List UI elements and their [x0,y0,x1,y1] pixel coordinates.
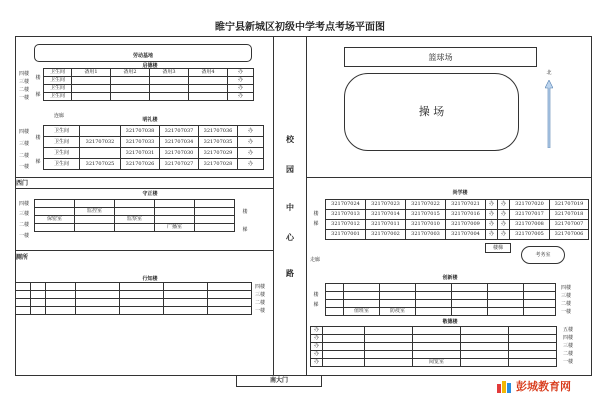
floor-label: 四楼 [18,71,29,77]
room-cell [323,335,365,343]
room-cell: 321707002 [366,230,406,240]
room-cell: 卫生间 [44,69,72,77]
room-cell [208,283,252,291]
room-cell [344,292,380,300]
room-cell: 监察室 [115,216,155,224]
room-cell: 备用4 [189,69,228,77]
west-gate-line-top [15,177,273,178]
room-cell [461,343,509,351]
corridor-connect: 连廊 [53,113,64,119]
room-cell [326,284,344,292]
shouzheng-stair-ti: 梯 [242,227,248,233]
room-cell: 办 [228,85,254,93]
room-cell: 办 [238,126,264,137]
room-cell: 保密室 [35,216,75,224]
room-cell [75,200,115,208]
room-cell [72,85,111,93]
floor-label: 三楼 [562,343,573,349]
floor-label: 三楼 [18,79,29,85]
room-cell: 321707029 [199,148,238,159]
room-cell [115,200,155,208]
playground-label: 操 场 [418,105,445,118]
room-cell: 办 [311,335,323,343]
room-cell: 办 [228,69,254,77]
room-cell [323,327,365,335]
room-cell: 321707017 [510,210,550,220]
room-cell [326,308,344,316]
floor-label: 二楼 [560,301,571,307]
room-cell [461,335,509,343]
road-char: 校 [286,134,294,144]
room-cell [76,299,120,307]
room-cell [452,292,488,300]
room-cell [46,299,76,307]
room-cell [380,292,416,300]
room-cell: 321707004 [446,230,486,240]
room-cell [120,283,164,291]
room-cell [344,300,380,308]
room-cell [72,93,111,101]
room-cell [150,77,189,85]
room-cell: 监控室 [75,208,115,216]
room-cell [195,200,235,208]
room-cell [164,299,208,307]
room-cell: 321707013 [326,210,366,220]
basketball-label: 篮球场 [428,53,453,62]
room-cell [31,307,46,315]
room-cell: 321707026 [121,159,160,170]
room-cell: 321707022 [406,200,446,210]
room-cell [323,359,365,367]
room-cell [509,359,557,367]
room-cell [524,284,556,292]
shouzheng-stair-lou: 楼 [242,209,248,215]
floor-label: 一楼 [18,233,29,239]
room-cell [80,126,121,137]
room-cell: 办 [498,200,510,210]
room-cell [416,300,452,308]
floor-label: 三楼 [560,293,571,299]
room-cell: 321707021 [446,200,486,210]
mingde-grid [43,68,254,101]
room-cell [413,327,461,335]
room-cell [189,77,228,85]
room-cell: 办 [228,77,254,85]
room-cell: 321707038 [121,126,160,137]
exam-office-label: 考务室 [535,252,551,258]
room-cell: 321707007 [550,220,589,230]
floor-label: 一楼 [18,95,29,101]
mingde-stair-lou: 楼 [35,75,41,81]
room-cell [413,335,461,343]
room-cell [164,307,208,315]
room-cell: 备用2 [111,69,150,77]
floor-label: 三楼 [18,141,29,147]
room-cell: 办 [498,210,510,220]
chuangxin-label: 创新楼 [442,275,458,281]
room-cell [195,208,235,216]
room-cell: 办 [228,93,254,101]
room-cell [509,327,557,335]
room-cell: 卫生间 [44,137,80,148]
room-cell: 321707009 [446,220,486,230]
room-cell [46,291,76,299]
room-cell [111,93,150,101]
room-cell: 办 [238,137,264,148]
chuangxin-stair-ti: 梯 [313,302,319,308]
room-cell: 备用3 [150,69,189,77]
room-cell: 321707016 [446,210,486,220]
room-cell [75,224,115,232]
room-cell [208,291,252,299]
shouzheng-label: 守正楼 [142,191,158,197]
room-cell [326,300,344,308]
room-cell [524,292,556,300]
room-cell: 321707015 [406,210,446,220]
room-cell: 321707037 [160,126,199,137]
room-cell [524,300,556,308]
room-cell [115,208,155,216]
room-cell: 321707008 [510,220,550,230]
shouzheng-grid [34,199,235,232]
room-cell [416,284,452,292]
room-cell: 办 [238,159,264,170]
floor-label: 一楼 [562,359,573,365]
floor-label: 四楼 [18,201,29,207]
room-cell: 办 [238,148,264,159]
room-cell: 321707011 [366,220,406,230]
room-cell: 321707032 [80,137,121,148]
mingli-stair-ti: 梯 [35,159,41,165]
xingzhi-grid [15,282,252,315]
room-cell: 阅览室 [413,359,461,367]
floor-label: 四楼 [18,129,29,135]
right-separator [306,177,592,178]
room-cell [35,208,75,216]
room-cell [195,224,235,232]
room-cell [509,335,557,343]
road-line-left [273,36,274,376]
room-cell: 321707001 [326,230,366,240]
road-char: 路 [286,268,294,278]
room-cell [75,216,115,224]
room-cell [461,359,509,367]
mingde-stair-ti: 梯 [35,92,41,98]
room-cell: 办 [311,359,323,367]
shangxue-label: 尚学楼 [452,190,468,196]
room-cell: 321707030 [160,148,199,159]
room-cell [365,343,413,351]
room-cell: 办 [486,220,498,230]
room-cell [524,308,556,316]
west-gate-line-bottom [15,188,273,189]
mingli-grid [43,125,264,170]
floor-label: 二楼 [562,351,573,357]
floor-label: 一楼 [18,164,29,170]
room-cell [111,85,150,93]
room-cell [35,200,75,208]
room-cell [323,343,365,351]
room-cell: 321707012 [326,220,366,230]
floor-label: 五楼 [562,327,573,333]
room-cell [155,216,195,224]
shangxue-stair-ti: 梯 [313,221,319,227]
room-cell [72,77,111,85]
room-cell [413,343,461,351]
room-cell [155,208,195,216]
room-cell: 办 [486,210,498,220]
room-cell [164,291,208,299]
jingyi-grid [310,326,557,367]
mingli-label: 明礼楼 [142,117,158,123]
room-cell [509,343,557,351]
room-cell: 防疫室 [380,308,416,316]
north-label: 北 [546,70,552,76]
room-cell: 321707027 [160,159,199,170]
room-cell [16,307,31,315]
road-char: 心 [286,232,294,242]
room-cell [461,327,509,335]
room-cell: 321707014 [366,210,406,220]
room-cell [195,216,235,224]
room-cell [416,292,452,300]
room-cell: 321707010 [406,220,446,230]
room-cell: 321707031 [121,148,160,159]
room-cell [76,307,120,315]
floor-label: 三楼 [18,211,29,217]
room-cell [326,292,344,300]
room-cell [365,359,413,367]
watermark-logo-icon [496,378,514,394]
room-cell [16,291,31,299]
room-cell [31,291,46,299]
west-gate-label: 西门 [16,180,29,187]
south-gate-label: 南大门 [269,377,288,384]
room-cell: 321707020 [510,200,550,210]
room-cell: 321707018 [550,210,589,220]
room-cell: 321707036 [199,126,238,137]
room-cell: 321707005 [510,230,550,240]
room-cell [488,292,524,300]
room-cell [46,283,76,291]
room-cell [509,351,557,359]
room-cell: 321707028 [199,159,238,170]
room-cell [365,351,413,359]
floor-label: 二楼 [18,87,29,93]
floor-label: 四楼 [560,285,571,291]
floor-label: 四楼 [254,284,265,290]
room-cell: 卫生间 [44,148,80,159]
room-cell: 321707034 [160,137,199,148]
room-cell [120,291,164,299]
room-cell [76,291,120,299]
room-cell [46,307,76,315]
room-cell: 321707006 [550,230,589,240]
room-cell: 广播室 [155,224,195,232]
toilet-label: 厕所 [16,254,29,261]
room-cell [365,327,413,335]
room-cell: 办 [311,351,323,359]
shangxue-stair-lou: 楼 [313,211,319,217]
room-cell [111,77,150,85]
room-cell [208,299,252,307]
floor-label: 二楼 [254,300,265,306]
room-cell [150,85,189,93]
room-cell [150,93,189,101]
shangxue-grid [325,199,589,240]
room-cell [452,284,488,292]
room-cell [323,351,365,359]
room-cell: 321707035 [199,137,238,148]
floor-label: 三楼 [254,292,265,298]
watermark-text: 彭城教育网 [516,380,571,393]
room-cell [35,224,75,232]
room-cell [416,308,452,316]
room-cell: 321707003 [406,230,446,240]
room-cell [461,351,509,359]
room-cell [488,308,524,316]
floor-label: 二楼 [18,153,29,159]
room-cell [115,224,155,232]
room-cell [189,85,228,93]
walkway-label: 走廊 [309,257,320,263]
room-cell: 办 [498,230,510,240]
north-arrow-icon [545,80,553,148]
room-cell: 值班室 [344,308,380,316]
room-cell [452,300,488,308]
left-mid-separator [15,250,273,251]
room-cell: 办 [486,230,498,240]
room-cell: 备用1 [72,69,111,77]
room-cell [164,283,208,291]
room-cell [488,284,524,292]
room-cell [120,307,164,315]
shangxue-stairwell-label: 楼梯 [492,245,503,251]
room-cell: 卫生间 [44,159,80,170]
room-cell: 卫生间 [44,126,80,137]
room-cell [80,148,121,159]
mingde-hall-label: 启德楼 [142,63,158,69]
floor-label: 二楼 [18,222,29,228]
room-cell [31,283,46,291]
road-char: 园 [286,164,294,174]
room-cell [189,93,228,101]
room-cell: 321707025 [80,159,121,170]
room-cell [413,351,461,359]
floor-label: 四楼 [562,335,573,341]
room-cell [76,283,120,291]
road-char: 中 [286,202,294,212]
labor-base-label: 劳动基地 [132,53,153,59]
room-cell [365,335,413,343]
jingyi-label: 敬德楼 [442,319,458,325]
room-cell [380,300,416,308]
room-cell [344,284,380,292]
room-cell [208,307,252,315]
room-cell [120,299,164,307]
room-cell: 办 [311,343,323,351]
room-cell: 321707024 [326,200,366,210]
room-cell: 321707033 [121,137,160,148]
room-cell: 卫生间 [44,85,72,93]
room-cell: 办 [498,220,510,230]
map-title: 睢宁县新城区初级中学考点考场平面图 [215,22,385,33]
room-cell: 321707023 [366,200,406,210]
mingli-stair-lou: 楼 [35,135,41,141]
xingzhi-label: 行知楼 [142,276,158,282]
room-cell: 321707019 [550,200,589,210]
floor-label: 一楼 [254,308,265,314]
room-cell [488,300,524,308]
road-line-right [306,36,307,376]
room-cell: 办 [311,327,323,335]
room-cell [16,299,31,307]
chuangxin-stair-lou: 楼 [313,292,319,298]
room-cell [16,283,31,291]
room-cell [380,284,416,292]
room-cell: 办 [486,200,498,210]
room-cell: 卫生间 [44,93,72,101]
room-cell [31,299,46,307]
room-cell [452,308,488,316]
chuangxin-grid [325,283,556,316]
room-cell [155,200,195,208]
room-cell: 卫生间 [44,77,72,85]
floor-label: 一楼 [560,309,571,315]
